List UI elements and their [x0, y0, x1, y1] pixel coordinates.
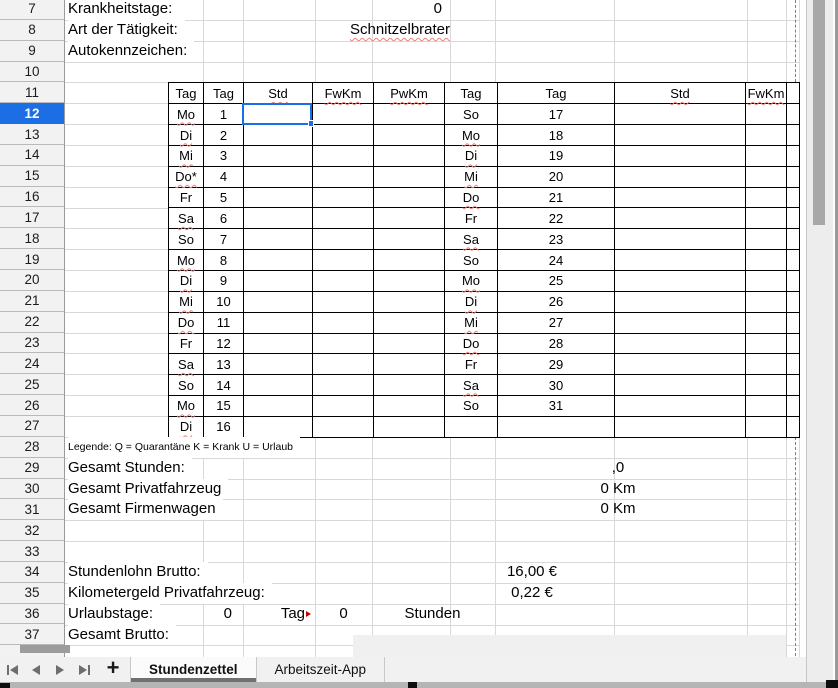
cell-gesamt-firmenwagen-value[interactable]: 0 Km: [600, 500, 636, 518]
std-cell[interactable]: [244, 188, 313, 209]
spacer-cell[interactable]: [787, 396, 800, 417]
table-header-std[interactable]: Std: [615, 83, 746, 104]
pwkm-cell[interactable]: [374, 313, 445, 334]
fwkm-cell[interactable]: [746, 354, 787, 375]
day-cell[interactable]: Sa: [445, 229, 498, 250]
page-break-line-bottom: [795, 437, 796, 656]
std-cell[interactable]: [244, 396, 313, 417]
std-cell[interactable]: [615, 104, 746, 125]
cell-autokennzeichen-label[interactable]: Autokennzeichen:: [68, 41, 194, 62]
std-cell[interactable]: [244, 167, 313, 188]
day-cell[interactable]: Mo: [169, 104, 204, 125]
cell-gesamt-privatfahrzeug-label[interactable]: Gesamt Privatfahrzeug: [68, 479, 228, 500]
std-cell[interactable]: [615, 167, 746, 188]
day-cell[interactable]: Do: [169, 313, 204, 334]
fwkm-cell[interactable]: [746, 167, 787, 188]
row-header-36[interactable]: 36: [0, 604, 64, 625]
daynum-cell[interactable]: 4: [204, 167, 244, 188]
cell-urlaubstage-days[interactable]: 0: [223, 604, 232, 622]
spacer-cell[interactable]: [787, 334, 800, 355]
day-cell[interactable]: Sa: [169, 354, 204, 375]
std-cell[interactable]: [615, 354, 746, 375]
fwkm-cell[interactable]: [746, 188, 787, 209]
day-cell[interactable]: Di: [169, 417, 204, 438]
daynum-cell[interactable]: 28: [498, 334, 615, 355]
day-cell[interactable]: Di: [169, 125, 204, 146]
fwkm-cell[interactable]: [313, 271, 374, 292]
fill-handle[interactable]: [308, 120, 315, 127]
tab-arbeitszeit-app[interactable]: [257, 657, 386, 682]
spacer-cell[interactable]: [787, 104, 800, 125]
timesheet-table: [168, 82, 800, 437]
day-cell[interactable]: So: [445, 396, 498, 417]
row-header-9[interactable]: 9: [0, 41, 64, 62]
selected-cell-outline: [242, 103, 313, 125]
row-header-26[interactable]: 26: [0, 395, 64, 416]
vertical-scrollbar-track[interactable]: [806, 0, 833, 682]
fwkm-cell[interactable]: [746, 313, 787, 334]
row-header-30[interactable]: 30: [0, 479, 64, 500]
cell-gesamt-stunden-label[interactable]: Gesamt Stunden:: [68, 458, 192, 479]
row-header-34[interactable]: 34: [0, 562, 64, 583]
spacer-cell[interactable]: [787, 250, 800, 271]
last-sheet-button[interactable]: [72, 657, 96, 682]
daynum-cell[interactable]: 11: [204, 313, 244, 334]
day-cell[interactable]: Mo: [169, 396, 204, 417]
gridline-vertical: [315, 0, 316, 83]
table-header-fwkm[interactable]: FwKm: [313, 83, 374, 104]
pwkm-cell[interactable]: [374, 188, 445, 209]
pwkm-cell[interactable]: [374, 208, 445, 229]
day-cell[interactable]: Mi: [445, 313, 498, 334]
spacer-cell[interactable]: [787, 375, 800, 396]
day-cell[interactable]: Sa: [169, 208, 204, 229]
std-cell[interactable]: [244, 250, 313, 271]
daynum-cell[interactable]: 29: [498, 354, 615, 375]
row-header-11[interactable]: 11: [0, 82, 64, 103]
std-cell[interactable]: [615, 292, 746, 313]
daynum-cell[interactable]: 31: [498, 396, 615, 417]
gridline-horizontal: [65, 520, 799, 521]
fwkm-cell[interactable]: [746, 334, 787, 355]
row-header-35[interactable]: 35: [0, 583, 64, 604]
row-header-14[interactable]: 14: [0, 145, 64, 166]
gridline-vertical: [243, 0, 244, 83]
spacer-cell[interactable]: [787, 313, 800, 334]
day-cell[interactable]: Mi: [169, 146, 204, 167]
daynum-cell[interactable]: 16: [204, 417, 244, 438]
row-header-13[interactable]: 13: [0, 124, 64, 145]
fwkm-cell[interactable]: [746, 104, 787, 125]
cell-krankheitstage-label[interactable]: Krankheitstage:: [68, 0, 179, 20]
daynum-cell[interactable]: 13: [204, 354, 244, 375]
spacer-cell[interactable]: [787, 125, 800, 146]
fwkm-cell[interactable]: [746, 208, 787, 229]
table-header-blank[interactable]: [787, 83, 800, 104]
cell-legende[interactable]: Legende: Q = Quarantäne K = Krank U = Urlaub: [68, 437, 300, 458]
add-sheet-button[interactable]: +: [106, 655, 120, 680]
spacer-cell[interactable]: [787, 417, 800, 438]
spacer-cell[interactable]: [787, 354, 800, 375]
pwkm-cell[interactable]: [374, 104, 445, 125]
row-header-23[interactable]: 23: [0, 333, 64, 354]
std-cell[interactable]: [244, 292, 313, 313]
pwkm-cell[interactable]: [374, 167, 445, 188]
row-headers: [0, 0, 65, 657]
daynum-cell[interactable]: 10: [204, 292, 244, 313]
pwkm-cell[interactable]: [374, 417, 445, 438]
fwkm-cell[interactable]: [313, 229, 374, 250]
std-cell[interactable]: [244, 334, 313, 355]
pwkm-cell[interactable]: [374, 125, 445, 146]
day-cell[interactable]: Do*: [169, 167, 204, 188]
day-cell[interactable]: Fr: [445, 354, 498, 375]
day-cell[interactable]: Mo: [445, 125, 498, 146]
previous-sheet-button[interactable]: [24, 657, 48, 682]
pwkm-cell[interactable]: [374, 250, 445, 271]
pwkm-cell[interactable]: [374, 396, 445, 417]
table-header-tag[interactable]: Tag: [445, 83, 498, 104]
std-cell[interactable]: [244, 354, 313, 375]
fwkm-cell[interactable]: [746, 146, 787, 167]
fwkm-cell[interactable]: [313, 313, 374, 334]
day-cell[interactable]: Mi: [169, 292, 204, 313]
spacer-cell[interactable]: [787, 146, 800, 167]
spacer-cell[interactable]: [787, 292, 800, 313]
cell-kilometergeld-value[interactable]: 0,22 €: [511, 583, 553, 601]
day-cell[interactable]: Sa: [445, 375, 498, 396]
row-header-20[interactable]: 20: [0, 270, 64, 291]
pwkm-cell[interactable]: [374, 354, 445, 375]
day-cell[interactable]: So: [445, 104, 498, 125]
row-header-24[interactable]: 24: [0, 353, 64, 374]
fwkm-cell[interactable]: [313, 354, 374, 375]
fwkm-cell[interactable]: [746, 271, 787, 292]
std-cell[interactable]: [615, 396, 746, 417]
std-cell[interactable]: [615, 271, 746, 292]
cell-gesamt-stunden-value[interactable]: ,0: [611, 458, 625, 476]
fwkm-cell[interactable]: [313, 125, 374, 146]
tab-arbeitszeit-app-label: Arbeitszeit-App: [274, 662, 367, 677]
gridline-vertical: [614, 0, 615, 83]
fwkm-cell[interactable]: [746, 250, 787, 271]
row-header-22[interactable]: 22: [0, 312, 64, 333]
daynum-cell[interactable]: 2: [204, 125, 244, 146]
table-header-pwkm[interactable]: PwKm: [374, 83, 445, 104]
daynum-cell[interactable]: 8: [204, 250, 244, 271]
table-header-tag[interactable]: Tag: [204, 83, 244, 104]
day-cell[interactable]: Di: [169, 271, 204, 292]
daynum-cell[interactable]: 27: [498, 313, 615, 334]
std-cell[interactable]: [244, 229, 313, 250]
daynum-cell[interactable]: 7: [204, 229, 244, 250]
fwkm-cell[interactable]: [313, 292, 374, 313]
row-header-7[interactable]: 7: [0, 0, 64, 20]
row-header-21[interactable]: 21: [0, 291, 64, 312]
row-header-25[interactable]: 25: [0, 374, 64, 395]
day-cell[interactable]: Do: [445, 334, 498, 355]
horizontal-scrollbar-track[interactable]: [353, 635, 786, 658]
cell-urlaubstage-hours-unit[interactable]: Stunden: [404, 604, 461, 622]
fwkm-cell[interactable]: [313, 208, 374, 229]
gridline-vertical: [799, 437, 800, 657]
daynum-cell[interactable]: 15: [204, 396, 244, 417]
daynum-cell[interactable]: 1: [204, 104, 244, 125]
cell-gesamt-brutto-label[interactable]: Gesamt Brutto:: [68, 625, 176, 646]
cell-urlaubstage-hours[interactable]: 0: [339, 604, 348, 622]
row-header-33[interactable]: 33: [0, 541, 64, 562]
day-cell[interactable]: Do: [445, 188, 498, 209]
fwkm-cell[interactable]: [313, 417, 374, 438]
std-cell[interactable]: [615, 208, 746, 229]
day-cell[interactable]: Fr: [169, 188, 204, 209]
table-header-tag[interactable]: Tag: [498, 83, 615, 104]
fwkm-cell[interactable]: [746, 125, 787, 146]
row-header-32[interactable]: 32: [0, 520, 64, 541]
cell-taetigkeit-label[interactable]: Art der Tätigkeit:: [68, 20, 185, 41]
fwkm-cell[interactable]: [746, 375, 787, 396]
cell-stundenlohn-value[interactable]: 16,00 €: [506, 562, 558, 580]
std-cell[interactable]: [244, 271, 313, 292]
daynum-cell[interactable]: 23: [498, 229, 615, 250]
fwkm-cell[interactable]: [313, 396, 374, 417]
cell-gesamt-firmenwagen-label[interactable]: Gesamt Firmenwagen: [68, 499, 223, 520]
fwkm-cell[interactable]: [313, 188, 374, 209]
pwkm-cell[interactable]: [374, 375, 445, 396]
bottom-left-marker: [0, 683, 10, 688]
gridline-horizontal: [65, 541, 799, 542]
row-header-29[interactable]: 29: [0, 458, 64, 479]
daynum-cell[interactable]: 14: [204, 375, 244, 396]
cell-urlaubstage-label[interactable]: Urlaubstage:: [68, 604, 160, 625]
daynum-cell[interactable]: 9: [204, 271, 244, 292]
day-cell[interactable]: So: [445, 250, 498, 271]
table-header-fwkm[interactable]: FwKm: [746, 83, 787, 104]
cell-stundenlohn-label[interactable]: Stundenlohn Brutto:: [68, 562, 208, 583]
fwkm-cell[interactable]: [313, 250, 374, 271]
cell-taetigkeit-value[interactable]: Schnitzelbrater: [349, 20, 451, 38]
table-header-tag[interactable]: Tag: [169, 83, 204, 104]
gridline-vertical: [799, 0, 800, 83]
day-cell[interactable]: Fr: [169, 334, 204, 355]
std-cell[interactable]: [615, 375, 746, 396]
row-header-8[interactable]: 8: [0, 20, 64, 41]
daynum-cell[interactable]: 20: [498, 167, 615, 188]
horizontal-scrollbar-thumb[interactable]: [20, 645, 70, 653]
daynum-cell[interactable]: 18: [498, 125, 615, 146]
std-cell[interactable]: [244, 208, 313, 229]
fwkm-cell[interactable]: [313, 104, 374, 125]
fwkm-cell[interactable]: [746, 292, 787, 313]
cell-urlaubstage-days-unit[interactable]: Tag: [280, 604, 305, 622]
fwkm-cell[interactable]: [746, 229, 787, 250]
spacer-cell[interactable]: [787, 208, 800, 229]
fwkm-cell[interactable]: [313, 146, 374, 167]
daynum-cell[interactable]: 25: [498, 271, 615, 292]
window-bottom-border: [0, 682, 838, 688]
day-cell[interactable]: [445, 417, 498, 438]
pwkm-cell[interactable]: [374, 334, 445, 355]
next-sheet-button[interactable]: [48, 657, 72, 682]
daynum-cell[interactable]: 3: [204, 146, 244, 167]
daynum-cell[interactable]: 30: [498, 375, 615, 396]
row-header-10[interactable]: 10: [0, 62, 64, 83]
scrollbar-split-marker[interactable]: [408, 682, 417, 688]
daynum-cell[interactable]: [498, 417, 615, 438]
std-cell[interactable]: [615, 146, 746, 167]
daynum-cell[interactable]: 5: [204, 188, 244, 209]
cell-kilometergeld-label[interactable]: Kilometergeld Privatfahrzeug:: [68, 583, 272, 604]
pwkm-cell[interactable]: [374, 271, 445, 292]
row-header-18[interactable]: 18: [0, 228, 64, 249]
std-cell[interactable]: [244, 417, 313, 438]
text-overflow-arrow-icon: [306, 611, 311, 617]
daynum-cell[interactable]: 24: [498, 250, 615, 271]
table-header-std[interactable]: Std: [244, 83, 313, 104]
row-header-19[interactable]: 19: [0, 249, 64, 270]
day-cell[interactable]: Di: [445, 292, 498, 313]
tab-stundenzettel-label: Stundenzettel: [149, 662, 238, 677]
bottom-right-corner-marker: [826, 680, 838, 688]
row-header-27[interactable]: 27: [0, 416, 64, 437]
day-cell[interactable]: Mi: [445, 167, 498, 188]
daynum-cell[interactable]: 21: [498, 188, 615, 209]
pwkm-cell[interactable]: [374, 229, 445, 250]
spacer-cell[interactable]: [787, 167, 800, 188]
day-cell[interactable]: Mo: [445, 271, 498, 292]
row-header-15[interactable]: 15: [0, 166, 64, 187]
gridline-vertical: [450, 0, 451, 83]
day-cell[interactable]: Fr: [445, 208, 498, 229]
pwkm-cell[interactable]: [374, 292, 445, 313]
pwkm-cell[interactable]: [374, 146, 445, 167]
day-cell[interactable]: Di: [445, 146, 498, 167]
fwkm-cell[interactable]: [746, 417, 787, 438]
fwkm-cell[interactable]: [313, 334, 374, 355]
std-cell[interactable]: [615, 313, 746, 334]
row-header-16[interactable]: 16: [0, 187, 64, 208]
spacer-cell[interactable]: [787, 188, 800, 209]
row-header-12[interactable]: 12: [0, 103, 64, 124]
std-cell[interactable]: [615, 125, 746, 146]
gridline-vertical: [203, 0, 204, 83]
daynum-cell[interactable]: 26: [498, 292, 615, 313]
day-cell[interactable]: So: [169, 375, 204, 396]
spacer-cell[interactable]: [787, 229, 800, 250]
row-header-37[interactable]: 37: [0, 625, 64, 646]
std-cell[interactable]: [615, 188, 746, 209]
daynum-cell[interactable]: 19: [498, 146, 615, 167]
cell-gesamt-privatfahrzeug-value[interactable]: 0 Km: [600, 479, 636, 497]
std-cell[interactable]: [615, 334, 746, 355]
day-cell[interactable]: Mo: [169, 250, 204, 271]
fwkm-cell[interactable]: [313, 375, 374, 396]
sheet-tab-bar: [0, 657, 838, 682]
gridline-vertical: [747, 0, 748, 83]
std-cell[interactable]: [244, 146, 313, 167]
row-header-28[interactable]: 28: [0, 437, 64, 458]
cell-krankheitstage-value[interactable]: 0: [433, 0, 442, 17]
std-cell[interactable]: [615, 417, 746, 438]
daynum-cell[interactable]: 6: [204, 208, 244, 229]
page-break-line-top: [795, 0, 796, 82]
vertical-scrollbar-thumb[interactable]: [813, 0, 825, 225]
day-cell[interactable]: So: [169, 229, 204, 250]
tab-stundenzettel[interactable]: [130, 657, 257, 682]
gridline-vertical: [786, 0, 787, 83]
gridline-vertical: [495, 0, 496, 83]
fwkm-cell[interactable]: [313, 167, 374, 188]
gridline-vertical: [786, 437, 787, 657]
first-sheet-button[interactable]: [0, 657, 24, 682]
row-header-17[interactable]: 17: [0, 208, 64, 229]
row-header-31[interactable]: 31: [0, 499, 64, 520]
fwkm-cell[interactable]: [746, 396, 787, 417]
std-cell[interactable]: [244, 313, 313, 334]
std-cell[interactable]: [244, 125, 313, 146]
daynum-cell[interactable]: 22: [498, 208, 615, 229]
gridline-horizontal: [65, 62, 799, 63]
daynum-cell[interactable]: 12: [204, 334, 244, 355]
std-cell[interactable]: [615, 229, 746, 250]
std-cell[interactable]: [244, 375, 313, 396]
std-cell[interactable]: [615, 250, 746, 271]
daynum-cell[interactable]: 17: [498, 104, 615, 125]
spacer-cell[interactable]: [787, 271, 800, 292]
